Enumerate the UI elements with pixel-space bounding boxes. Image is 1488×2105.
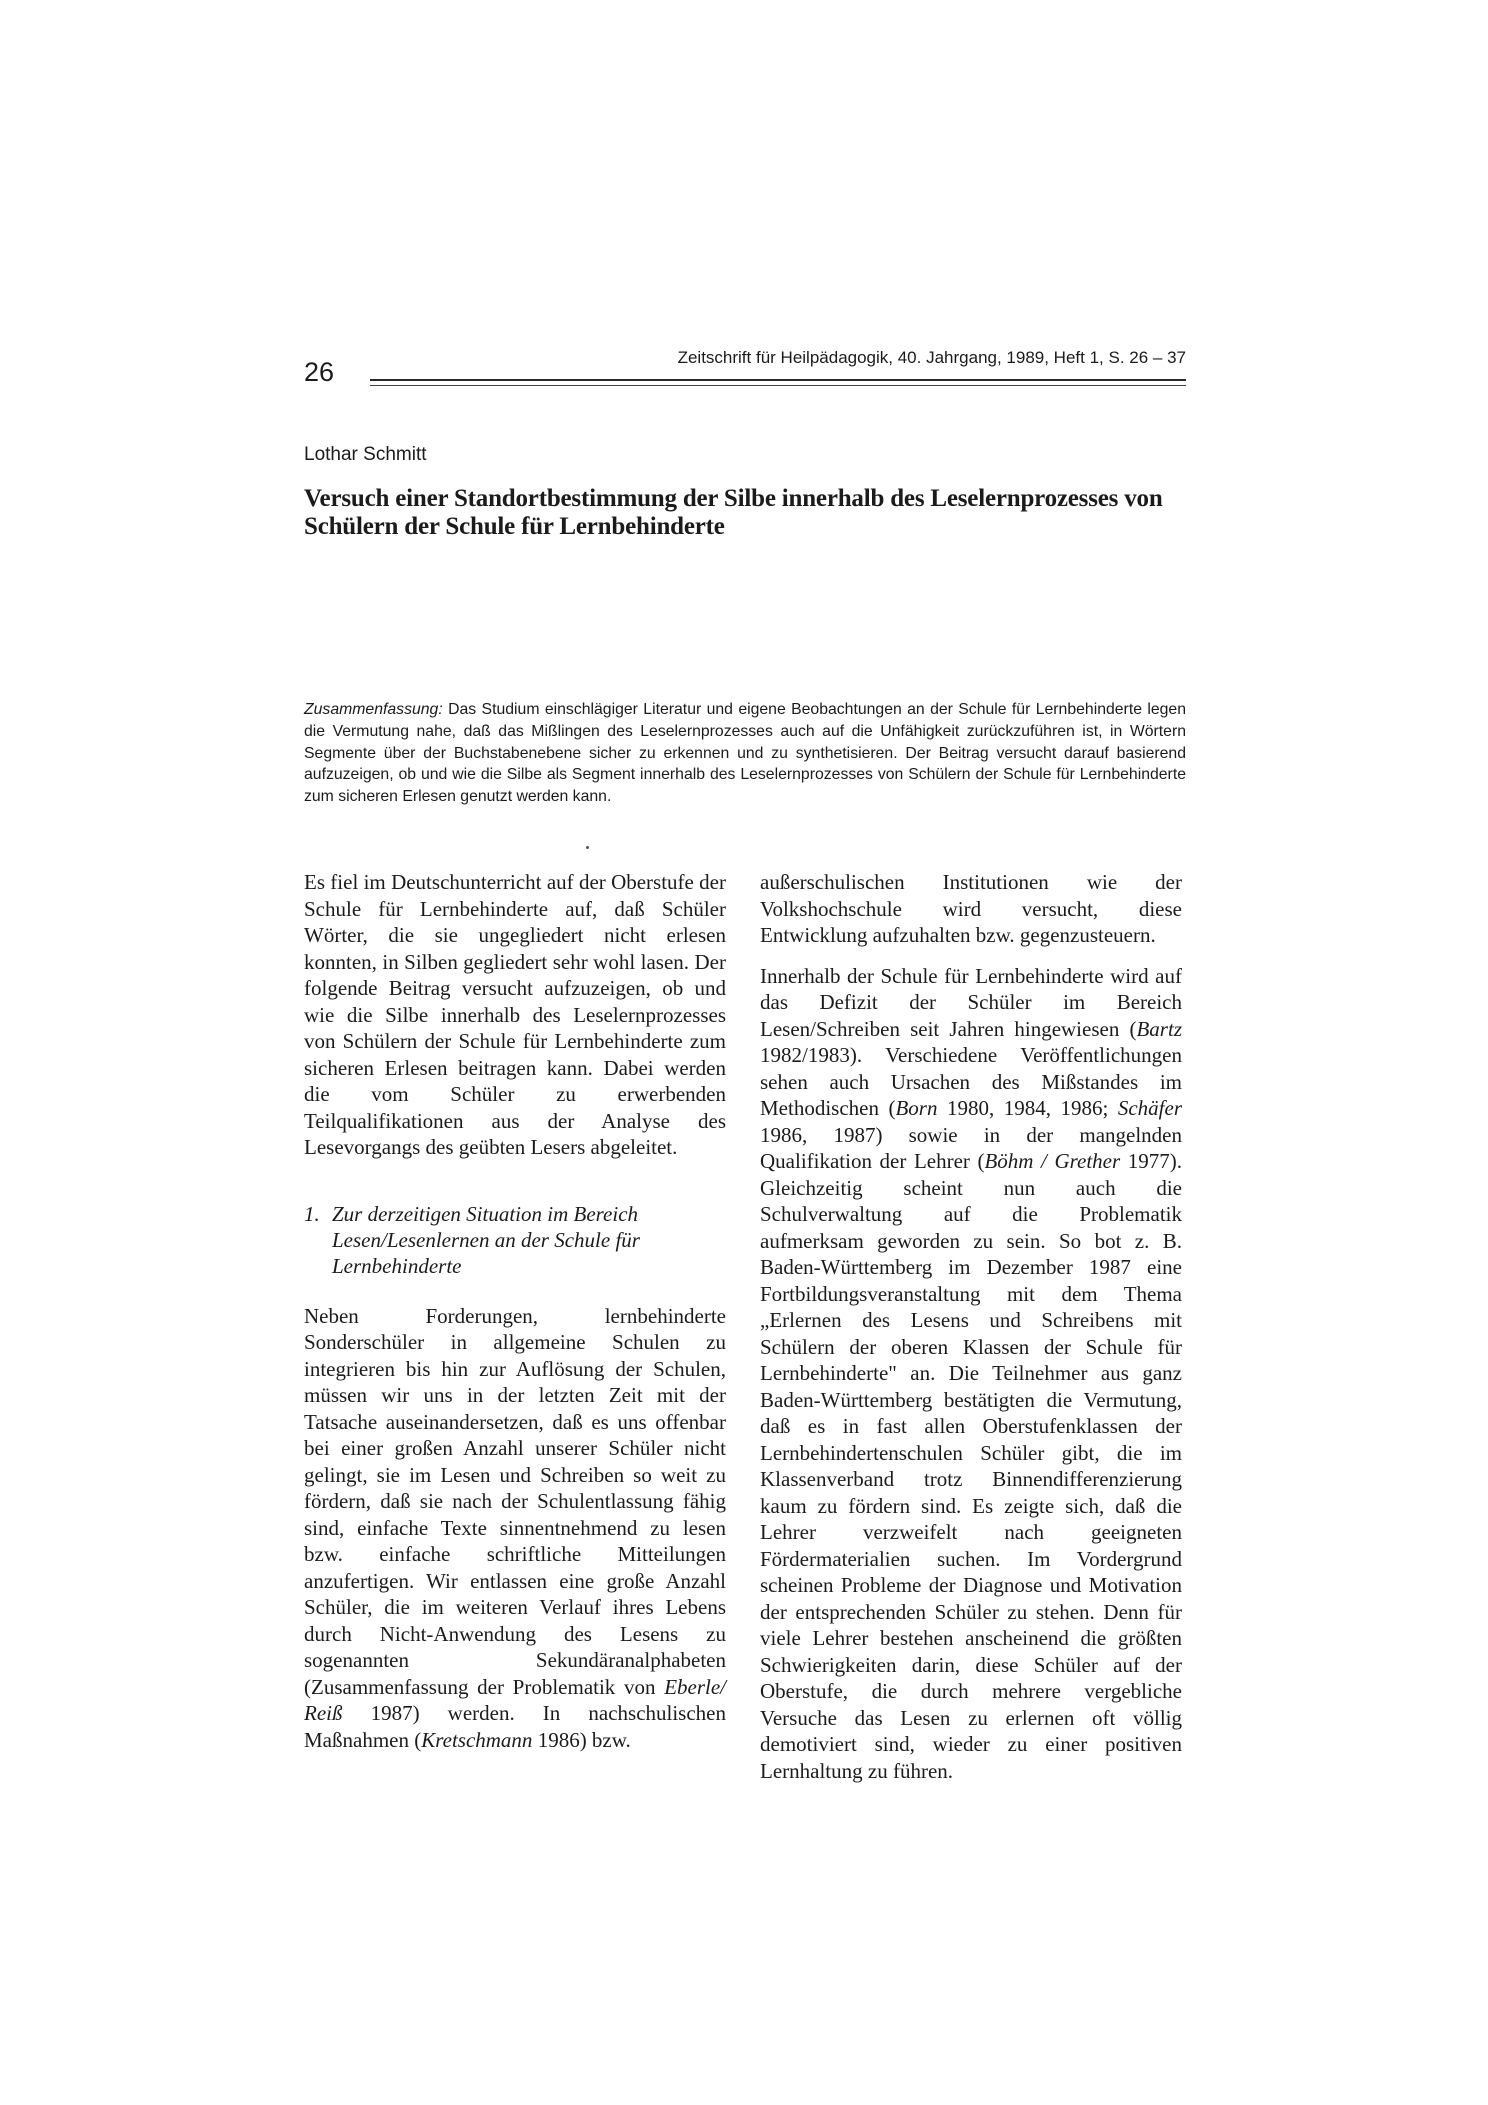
header-rule-thin bbox=[370, 385, 1186, 386]
text-run: 1980, 1984, 1986; bbox=[937, 1096, 1118, 1120]
abstract-text: Das Studium einschlägiger Literatur und eigene Beobachtungen an der Schule für Lernbehinderte legen die Vermutung nahe, daß das Mißlingen des Leselernprozesses auch auf die Unfähigkeit zurückzuführen ist, in Wörtern Segmente über der Buchstabenebene sicher zu erkennen und zu synthetisieren. Der Beitrag versucht darauf basierend aufzuzeigen, ob und wie die Silbe als Segment innerhalb des Leselernprozesses von Schülern der Schule für Lernbehinderte zum sicheren Erlesen genutzt werden kann. bbox=[304, 701, 1186, 806]
page-number: 26 bbox=[304, 357, 335, 387]
stray-dot bbox=[586, 846, 589, 849]
abstract-label: Zusammenfassung: bbox=[304, 701, 443, 718]
author-name: Lothar Schmitt bbox=[304, 444, 427, 465]
body-paragraph: außerschulischen Institutionen wie der Volkshochschule wird versucht, diese Entwicklung aufzuhalten bzw. gegenzusteuern. bbox=[760, 870, 1182, 947]
citation-author: Bartz bbox=[1136, 1016, 1182, 1041]
article-title: Versuch einer Standortbestimmung der Silbe innerhalb des Leselernprozesses von Schülern der Schule für Lernbehinderte bbox=[304, 485, 1163, 540]
text-run: 1977). Gleichzeitig scheint nun auch die Schulverwaltung auf die Problematik aufmerksam geworden zu sein. So bot z. B. Baden-Württemberg im Dezember 1987 eine Fortbildungsveranstaltung mit dem Thema „Erlernen des Lesens und Schreibens mit Schülern der oberen Klassen der Schule für Lernbehinderte" an. Die Teilnehmer aus ganz Baden-Württemberg bestätigten die Vermutung, daß es in fast allen Oberstufenklassen der Lernbehindertenschulen Schüler gibt, die im Klassenverband trotz Binnendifferenzierung kaum zu fördern sind. Es zeigte sich, daß die Lehrer verzweifelt nach geeigneten Fördermaterialien suchen. Im Vordergrund scheinen Probleme der Diagnose und Motivation der entsprechenden Schüler zu stehen. Denn für viele Lehrer bestehen anscheinend die größten Schwierigkeiten darin, diese Schüler auf der Oberstufe, die durch mehrere vergebliche Versuche das Lesen zu erlernen oft völlig demotiviert sind, wieder zu einer positiven Lernhaltung zu führen. bbox=[760, 1149, 1182, 1783]
right-column bbox=[760, 869, 1182, 1784]
citation-author: Eberle/ Reiß bbox=[304, 1674, 726, 1725]
journal-citation: Zeitschrift für Heilpädagogik, 40. Jahrgang, 1989, Heft 1, S. 26 – 37 bbox=[677, 348, 1186, 367]
intro-paragraph: Es fiel im Deutschunterricht auf der Oberstufe der Schule für Lernbehinderte auf, daß Schüler Wörter, die sie ungegliedert nicht erlesen konnten, in Silben gegliedert sehr wohl lasen. Der folgende Beitrag versucht aufzuzeigen, ob und wie die Silbe innerhalb des Leselernprozesses von Schülern der Schule für Lernbehinderte zum sicheren Erlesen beitragen kann. Dabei werden die vom Schüler zu erwerbenden Teilqualifikationen aus der Analyse des Lesevorgangs des geübten Lesers abgeleitet. bbox=[304, 870, 726, 1159]
citation-author: Born bbox=[895, 1096, 938, 1120]
section-number: 1. bbox=[304, 1201, 320, 1226]
text-run: 1986) bzw. bbox=[532, 1727, 631, 1752]
left-column bbox=[304, 869, 726, 1753]
text-run: 1982/1983). Verschiedene Veröffentlichungen sehen auch Ursachen des Mißstandes im Methodischen ( bbox=[760, 1043, 1182, 1120]
body-paragraph bbox=[760, 963, 1182, 1785]
section-title: Zur derzeitigen Situation im Bereich Lesen/Lesenlernen an der Schule für Lernbehinderte bbox=[332, 1201, 640, 1278]
abstract bbox=[304, 699, 1186, 808]
header-rule bbox=[370, 379, 1186, 381]
body-paragraph bbox=[304, 1303, 726, 1754]
citation-author: Kretschmann bbox=[421, 1727, 533, 1752]
citation-author: Schäfer bbox=[1117, 1096, 1182, 1120]
text-run: Innerhalb der Schule für Lernbehinderte wird auf das Defizit der Schüler im Bereich Lesen/Schreiben seit Jahren hingewiesen ( bbox=[760, 963, 1182, 1041]
section-heading bbox=[304, 1201, 726, 1279]
text-run: 1987) werden. In nachschulischen Maßnahmen ( bbox=[304, 1701, 726, 1752]
text-run: 1986, 1987) sowie in der mangelnden Qualifikation der Lehrer ( bbox=[760, 1122, 1182, 1173]
text-run: Neben Forderungen, lernbehinderte Sonderschüler in allgemeine Schulen zu integrieren bis hin zur Auflösung der Schulen, müssen wir uns in der letzten Zeit mit der Tatsache auseinandersetzen, daß es uns offenbar bei einer großen Anzahl unserer Schüler nicht gelingt, sie im Lesen und Schreiben so weit zu fördern, daß sie nach der Schulentlassung fähig sind, einfache Texte sinnentnehmend zu lesen bzw. einfache schriftliche Mitteilungen anzufertigen. Wir entlassen eine große Anzahl Schüler, die im weiteren Verlauf ihres Lebens durch Nicht-Anwendung des Lesens zu sogenannten Sekundäranalphabeten (Zusammenfassung der Problematik von bbox=[304, 1303, 726, 1699]
citation-author: Böhm / Grether bbox=[984, 1149, 1121, 1173]
